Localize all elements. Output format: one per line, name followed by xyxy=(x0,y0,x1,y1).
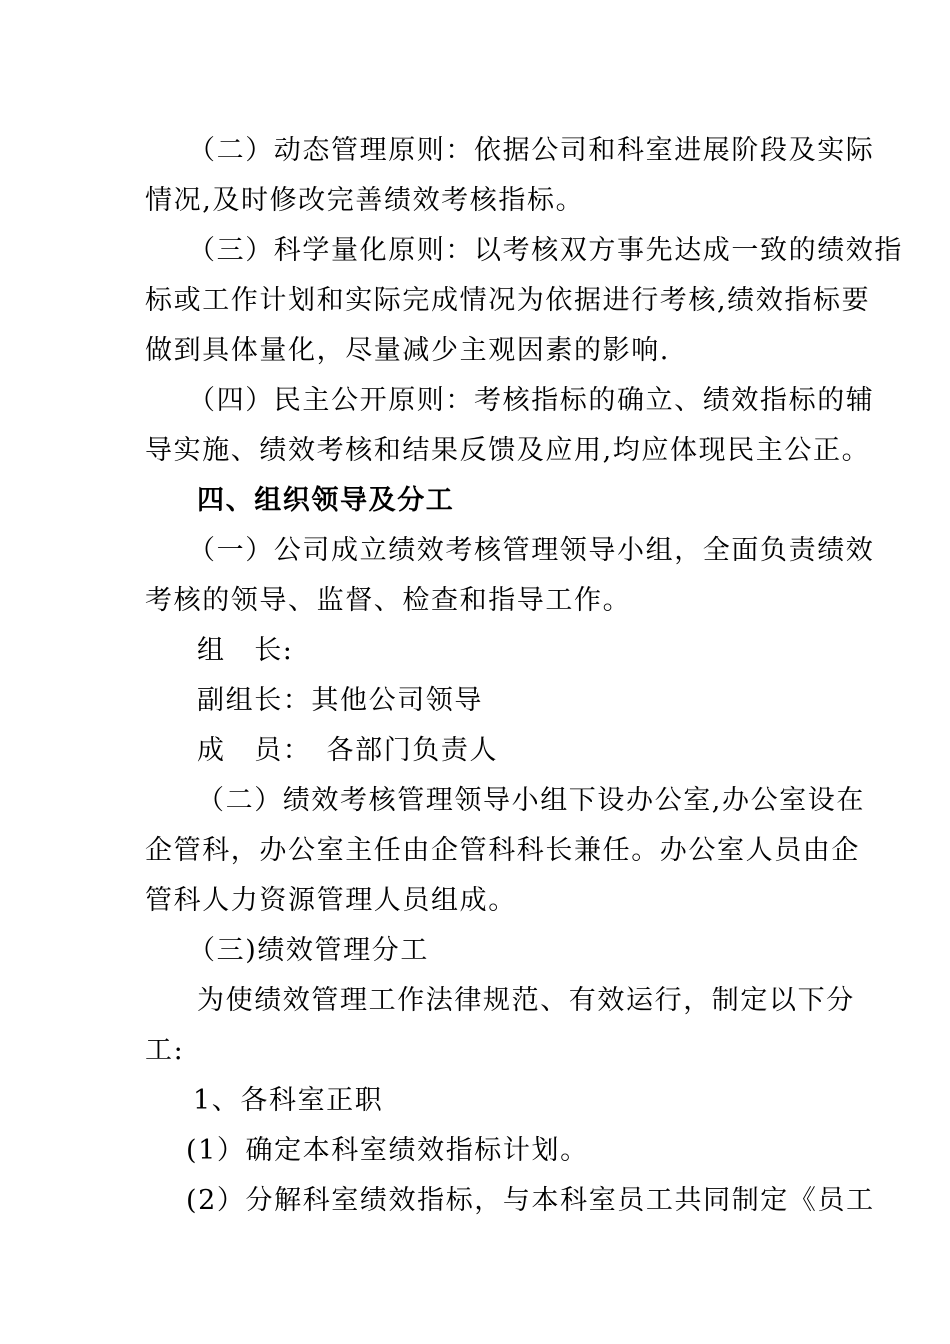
paragraph-line: 组 长: xyxy=(197,635,294,666)
paragraph-line: 情况,及时修改完善绩效考核指标。 xyxy=(145,185,585,216)
paragraph-line: 成 员： 各部门负责人 xyxy=(197,735,499,766)
paragraph-line: （三）科学量化原则：以考核双方事先达成一致的绩效指 xyxy=(188,235,903,266)
paragraph-line: 导实施、绩效考核和结果反馈及应用,均应体现民主公正。 xyxy=(145,435,871,466)
paragraph-line: （三)绩效管理分工 xyxy=(188,935,429,966)
paragraph-line: （四）民主公开原则：考核指标的确立、绩效指标的辅 xyxy=(188,385,875,416)
section-heading: 四、组织领导及分工 xyxy=(197,485,455,516)
paragraph-line: 副组长：其他公司领导 xyxy=(197,685,483,716)
paragraph-line: (1）确定本科室绩效指标计划。 xyxy=(186,1135,589,1166)
paragraph-line: 标或工作计划和实际完成情况为依据进行考核,绩效指标要 xyxy=(145,285,871,316)
paragraph-line: （二）绩效考核管理领导小组下设办公室,办公室设在 xyxy=(197,785,865,816)
paragraph-line: 为使绩效管理工作法律规范、有效运行，制定以下分 xyxy=(197,985,855,1016)
paragraph-line: 工: xyxy=(145,1035,185,1066)
paragraph-line: 考核的领导、监督、检查和指导工作。 xyxy=(145,585,632,616)
paragraph-line: 管科人力资源管理人员组成。 xyxy=(145,885,517,916)
paragraph-line: （一）公司成立绩效考核管理领导小组，全面负责绩效 xyxy=(188,535,875,566)
paragraph-line: 企管科，办公室主任由企管科科长兼任。办公室人员由企 xyxy=(145,835,860,866)
paragraph-line: 做到具体量化，尽量减少主观因素的影响. xyxy=(145,335,670,366)
paragraph-line: （二）动态管理原则：依据公司和科室进展阶段及实际 xyxy=(188,135,875,166)
paragraph-line: 1、各科室正职 xyxy=(193,1085,384,1116)
paragraph-line: (2）分解科室绩效指标，与本科室员工共同制定《员工 xyxy=(186,1185,875,1216)
